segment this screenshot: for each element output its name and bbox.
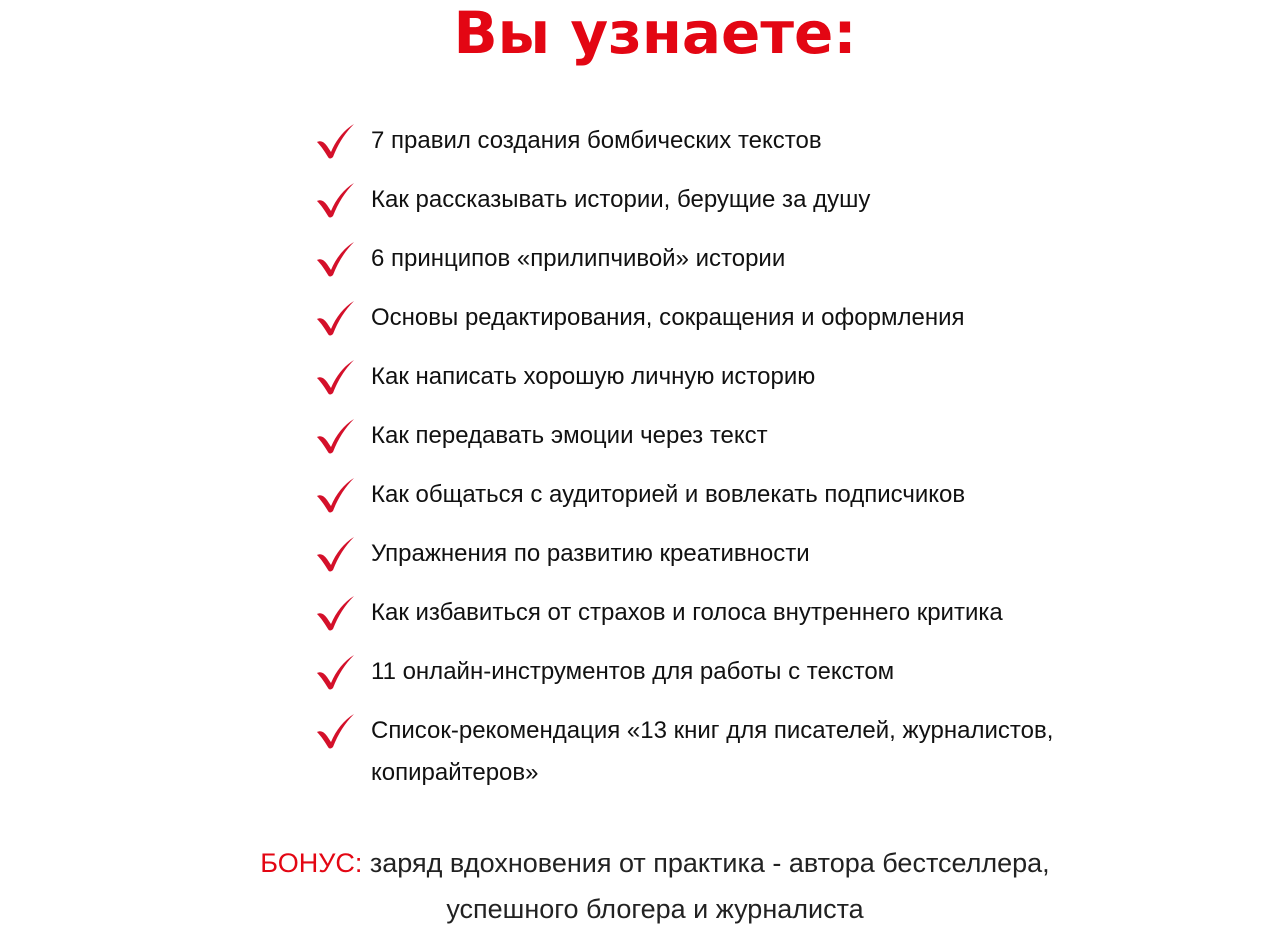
checkmark-icon (314, 594, 356, 632)
list-item-text: 6 принципов «прилипчивой» истории (371, 245, 786, 272)
list-item (314, 415, 1274, 474)
list-item-text: 7 правил создания бомбических текстов (371, 127, 822, 154)
list-item-text: Как рассказывать истории, берущие за душу (371, 186, 871, 213)
list-item-text: Как общаться с аудиторией и вовлекать подписчиков (371, 481, 966, 508)
list-item (314, 120, 1274, 179)
page-title: Вы узнаете: (453, 0, 857, 67)
list-item-text: 11 онлайн-инструментов для работы с текстом (371, 658, 895, 685)
list-item (314, 297, 1274, 356)
list-item-text: Упражнения по развитию креативности (371, 540, 810, 567)
bonus-text-2: успешного блогера и журналиста (446, 894, 864, 924)
checkmark-icon (314, 240, 356, 278)
checkmark-icon (314, 712, 356, 750)
bonus-block (0, 840, 1288, 932)
benefits-list (314, 120, 1274, 790)
checkmark-icon (314, 653, 356, 691)
list-item (314, 238, 1274, 297)
bonus-line-1 (0, 840, 1288, 886)
checkmark-icon (314, 476, 356, 514)
bonus-label: БОНУС: (260, 848, 363, 878)
list-item-text: Список-рекомендация «13 книг для писателей, журналистов, копирайтеров» (371, 717, 1054, 786)
list-item-text: Как избавиться от страхов и голоса внутреннего критика (371, 599, 1003, 626)
list-item-text: Как написать хорошую личную историю (371, 363, 816, 390)
list-item (314, 592, 1274, 651)
bonus-text-1: заряд вдохновения от практика - автора бестселлера, (362, 848, 1050, 878)
list-item-text: Как передавать эмоции через текст (371, 422, 768, 449)
list-item (314, 474, 1274, 533)
checkmark-icon (314, 299, 356, 337)
checkmark-icon (314, 358, 356, 396)
list-item (314, 179, 1274, 238)
list-item (314, 533, 1274, 592)
list-item (314, 651, 1274, 710)
checkmark-icon (314, 181, 356, 219)
list-item (314, 710, 1274, 790)
list-item-text: Основы редактирования, сокращения и оформления (371, 304, 965, 331)
checkmark-icon (314, 417, 356, 455)
checkmark-icon (314, 122, 356, 160)
list-item (314, 356, 1274, 415)
checkmark-icon (314, 535, 356, 573)
